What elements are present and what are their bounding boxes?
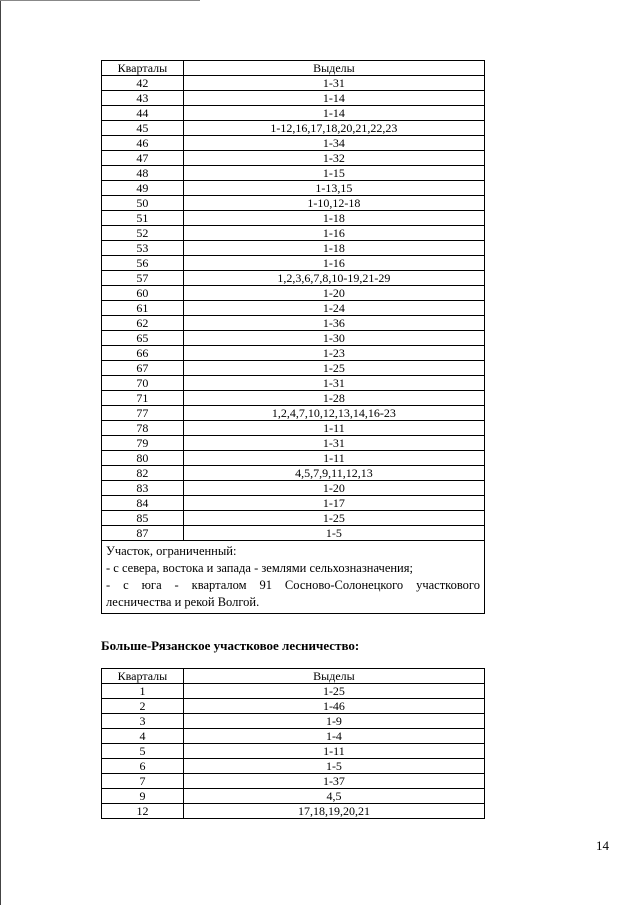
quarters-table-1 [101, 60, 485, 614]
quarter-cell: 78 [102, 421, 184, 436]
boundary-note [102, 541, 485, 614]
quarter-cell: 4 [102, 729, 184, 744]
table-row [102, 241, 485, 256]
header-allotments: Выделы [183, 61, 484, 76]
allotments-cell: 1-25 [183, 511, 484, 526]
table-row [102, 181, 485, 196]
quarter-cell: 48 [102, 166, 184, 181]
allotments-cell: 4,5 [183, 789, 484, 804]
table-row [102, 481, 485, 496]
table-row [102, 196, 485, 211]
table-row [102, 466, 485, 481]
quarter-cell: 49 [102, 181, 184, 196]
quarter-cell: 61 [102, 301, 184, 316]
note-line-2: - с севера, востока и запада - землями сельхозназначения; [106, 561, 413, 575]
note-line-4: лесничества и рекой Волгой. [106, 595, 260, 609]
table-row [102, 256, 485, 271]
table-row [102, 121, 485, 136]
quarter-cell: 87 [102, 526, 184, 541]
allotments-cell: 1-13,15 [183, 181, 484, 196]
quarter-cell: 57 [102, 271, 184, 286]
allotments-cell: 1-31 [183, 76, 484, 91]
allotments-cell: 1-14 [183, 106, 484, 121]
table-row [102, 759, 485, 774]
allotments-cell: 1-16 [183, 226, 484, 241]
table-row [102, 271, 485, 286]
table-row [102, 361, 485, 376]
quarter-cell: 60 [102, 286, 184, 301]
quarters-table-2 [101, 668, 485, 819]
quarter-cell: 80 [102, 451, 184, 466]
quarter-cell: 77 [102, 406, 184, 421]
quarter-cell: 85 [102, 511, 184, 526]
note-row [102, 541, 485, 614]
table-row [102, 744, 485, 759]
allotments-cell: 1-20 [183, 286, 484, 301]
table-row [102, 166, 485, 181]
allotments-cell: 1-18 [183, 211, 484, 226]
table-row [102, 331, 485, 346]
allotments-cell: 1-24 [183, 301, 484, 316]
quarter-cell: 45 [102, 121, 184, 136]
allotments-cell: 1-30 [183, 331, 484, 346]
table-row [102, 511, 485, 526]
table-row [102, 684, 485, 699]
table-row [102, 804, 485, 819]
allotments-cell: 17,18,19,20,21 [183, 804, 484, 819]
quarters-table-1-body [102, 61, 485, 614]
quarter-cell: 1 [102, 684, 184, 699]
allotments-cell: 1-15 [183, 166, 484, 181]
allotments-cell: 1-5 [183, 759, 484, 774]
quarter-cell: 83 [102, 481, 184, 496]
table-header-row [102, 669, 485, 684]
allotments-cell: 1-34 [183, 136, 484, 151]
quarter-cell: 47 [102, 151, 184, 166]
allotments-cell: 1,2,4,7,10,12,13,14,16-23 [183, 406, 484, 421]
quarter-cell: 56 [102, 256, 184, 271]
quarters-table-2-body [102, 669, 485, 819]
table-row [102, 316, 485, 331]
quarter-cell: 42 [102, 76, 184, 91]
table-row [102, 436, 485, 451]
quarter-cell: 66 [102, 346, 184, 361]
section-title: Больше-Рязанское участковое лесничество: [101, 638, 360, 653]
allotments-cell: 1-16 [183, 256, 484, 271]
quarter-cell: 2 [102, 699, 184, 714]
table-row [102, 714, 485, 729]
table-row [102, 526, 485, 541]
scan-edge-left [0, 0, 1, 905]
table-row [102, 699, 485, 714]
allotments-cell: 1-23 [183, 346, 484, 361]
header-allotments: Выделы [183, 669, 484, 684]
allotments-cell: 1-46 [183, 699, 484, 714]
quarter-cell: 52 [102, 226, 184, 241]
quarter-cell: 65 [102, 331, 184, 346]
page-number: 14 [596, 838, 609, 853]
quarter-cell: 62 [102, 316, 184, 331]
table-row [102, 346, 485, 361]
allotments-cell: 1-4 [183, 729, 484, 744]
allotments-cell: 1-11 [183, 421, 484, 436]
allotments-cell: 1-20 [183, 481, 484, 496]
table-row [102, 136, 485, 151]
table-row [102, 406, 485, 421]
note-line-3: - с юга - кварталом 91 Сосново-Солонецкого участкового [106, 578, 480, 592]
allotments-cell: 1-17 [183, 496, 484, 511]
allotments-cell: 1-9 [183, 714, 484, 729]
quarter-cell: 5 [102, 744, 184, 759]
table-row [102, 76, 485, 91]
quarter-cell: 9 [102, 789, 184, 804]
table-row [102, 91, 485, 106]
table-row [102, 421, 485, 436]
allotments-cell: 1-11 [183, 744, 484, 759]
table-row [102, 789, 485, 804]
allotments-cell: 1-28 [183, 391, 484, 406]
scan-edge-top [0, 0, 200, 1]
allotments-cell: 1,2,3,6,7,8,10-19,21-29 [183, 271, 484, 286]
allotments-cell: 1-37 [183, 774, 484, 789]
allotments-cell: 1-18 [183, 241, 484, 256]
quarter-cell: 79 [102, 436, 184, 451]
allotments-cell: 1-12,16,17,18,20,21,22,23 [183, 121, 484, 136]
allotments-cell: 1-32 [183, 151, 484, 166]
quarter-cell: 46 [102, 136, 184, 151]
allotments-cell: 1-36 [183, 316, 484, 331]
header-quarters: Кварталы [102, 669, 184, 684]
quarter-cell: 50 [102, 196, 184, 211]
quarter-cell: 12 [102, 804, 184, 819]
allotments-cell: 1-25 [183, 361, 484, 376]
table-row [102, 376, 485, 391]
quarter-cell: 53 [102, 241, 184, 256]
allotments-cell: 1-25 [183, 684, 484, 699]
table-row [102, 211, 485, 226]
quarter-cell: 6 [102, 759, 184, 774]
allotments-cell: 1-11 [183, 451, 484, 466]
table-row [102, 286, 485, 301]
allotments-cell: 1-5 [183, 526, 484, 541]
header-quarters: Кварталы [102, 61, 184, 76]
allotments-cell: 4,5,7,9,11,12,13 [183, 466, 484, 481]
quarter-cell: 70 [102, 376, 184, 391]
table-row [102, 451, 485, 466]
allotments-cell: 1-14 [183, 91, 484, 106]
quarter-cell: 43 [102, 91, 184, 106]
table-row [102, 774, 485, 789]
table-row [102, 496, 485, 511]
quarter-cell: 67 [102, 361, 184, 376]
table-row [102, 391, 485, 406]
quarter-cell: 3 [102, 714, 184, 729]
table-row [102, 226, 485, 241]
quarter-cell: 82 [102, 466, 184, 481]
table-row [102, 151, 485, 166]
allotments-cell: 1-10,12-18 [183, 196, 484, 211]
table-row [102, 729, 485, 744]
quarter-cell: 51 [102, 211, 184, 226]
quarter-cell: 84 [102, 496, 184, 511]
table-row [102, 301, 485, 316]
table-row [102, 106, 485, 121]
note-line-1: Участок, ограниченный: [106, 544, 237, 558]
quarter-cell: 44 [102, 106, 184, 121]
quarter-cell: 71 [102, 391, 184, 406]
allotments-cell: 1-31 [183, 376, 484, 391]
allotments-cell: 1-31 [183, 436, 484, 451]
table-header-row [102, 61, 485, 76]
quarter-cell: 7 [102, 774, 184, 789]
